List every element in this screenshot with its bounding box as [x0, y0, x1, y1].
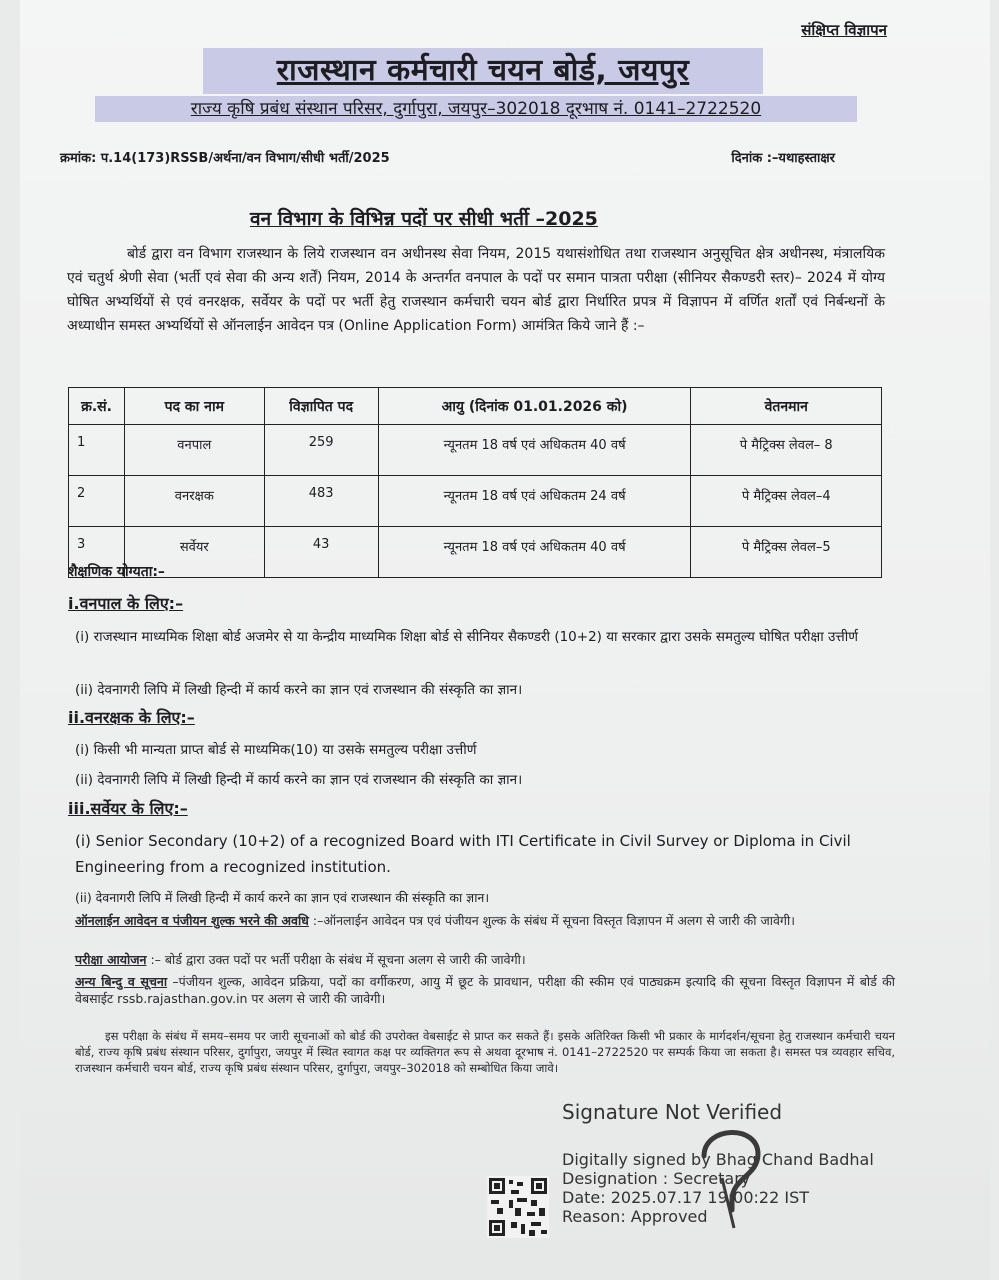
qualification-heading: शैक्षणिक योग्यता:–: [68, 564, 165, 580]
intro-paragraph: बोर्ड द्वारा वन विभाग राजस्थान के लिये राजस्थान वन अधीनस्थ सेवा नियम, 2015 यथासंशोधित तथा राजस्थान अनुसूचित क्षेत्र अधीनस्थ, मंत्रालयिक एवं चतुर्थ श्रेणी सेवा (भर्ती एवं सेवा की अन्य शर्तें) नियम, 2014 के अन्तर्गत वनपाल के पदों पर समान पात्रता परीक्षा (सीनियर सैकण्डरी स्तर)– 2024 में योग्य घोषित अभ्यर्थियों से एवं वनरक्षक, सर्वेयर के पदों पर भर्ती हेतु राजस्थान कर्मचारी चयन बोर्ड द्वारा निर्धारित प्रपत्र में विज्ञापन में वर्णित शर्तों एवं निर्बन्धनों के अध्याधीन समस्त अभ्यर्थियों से ऑनलाईन आवेदन पत्र (Online Application Form) आमंत्रित किये जाने हैं :–: [67, 246, 885, 334]
exam-schedule-text: :– बोर्ड द्वारा उक्त पदों पर भर्ती परीक्षा के संबंध में सूचना अलग से जारी की जावेगी।: [150, 952, 526, 967]
posts-table: [68, 387, 882, 578]
online-application-note: [75, 912, 895, 929]
table-row: [69, 476, 882, 527]
board-address: राज्य कृषि प्रबंध संस्थान परिसर, दुर्गापुरा, जयपुर–302018 दूरभाष नं. 0141–2722520: [95, 96, 857, 122]
signature-unverified-mark: [692, 1118, 772, 1238]
online-application-text: :–ऑनलाईन आवेदन पत्र एवं पंजीयन शुल्क के संबंध में सूचना विस्तृत विज्ञापन में अलग से जारी की जावेगी।: [312, 913, 795, 928]
table-row: [69, 425, 882, 476]
col-post-name: पद का नाम: [125, 388, 265, 425]
cell-age: न्यूनतम 18 वर्ष एवं अधिकतम 24 वर्ष: [378, 476, 691, 527]
cell-vacancies: 259: [264, 425, 378, 476]
cell-serial: 1: [69, 425, 125, 476]
table-header-row: [69, 388, 882, 425]
signature-date: Date: 2025.07.17 19:00:22 IST: [562, 1188, 810, 1207]
cell-serial: 3: [69, 527, 125, 578]
signer-designation: Designation : Secretary: [562, 1169, 751, 1188]
vanrakshak-qualification-1: (i) किसी भी मान्यता प्राप्त बोर्ड से माध्यमिक(10) या उसके समतुल्य परीक्षा उत्तीर्ण: [75, 742, 477, 758]
board-title: राजस्थान कर्मचारी चयन बोर्ड, जयपुर: [203, 48, 763, 94]
surveyor-heading: iii.सर्वेयर के लिए:–: [68, 799, 188, 818]
vanpal-qualification-1: (i) राजस्थान माध्यमिक शिक्षा बोर्ड अजमेर से या केन्द्रीय माध्यमिक शिक्षा बोर्ड से सीनियर सैकण्डरी (10+2) या सरकार द्वारा उसके समतुल्य घोषित परीक्षा उत्तीर्ण: [75, 629, 858, 645]
vanpal-qualification-2: (ii) देवनागरी लिपि में लिखी हिन्दी में कार्य करने का ज्ञान एवं राजस्थान की संस्कृति का ज्ञान।: [75, 682, 523, 698]
cell-post-name: वनरक्षक: [125, 476, 265, 527]
col-pay-scale: वेतनमान: [691, 388, 882, 425]
notice-date: दिनांक :–यथाहस्ताक्षर: [731, 151, 835, 166]
reference-number: क्रमांक: प.14(173)RSSB/अर्थना/वन विभाग/सीधी भर्ती/2025: [60, 151, 390, 166]
vanrakshak-heading: ii.वनरक्षक के लिए:–: [68, 708, 195, 727]
exam-schedule-label: परीक्षा आयोजन: [75, 952, 147, 967]
other-info-label: अन्य बिन्दु व सूचना: [75, 974, 168, 989]
other-info-text: –पंजीयन शुल्क, आवेदन प्रक्रिया, पदों का वर्गीकरण, आयु में छूट के प्रावधान, परीक्षा की स्कीम एवं पाठ्यक्रम इत्यादि की सूचना विस्तृत विज्ञापन में बोर्ड की वेबसाईट rssb.rajasthan.gov.in पर अलग से जारी की जावेगी।: [75, 974, 896, 1006]
notice-page: [20, 0, 990, 1280]
signature-reason: Reason: Approved: [562, 1207, 708, 1226]
notice-heading: वन विभाग के विभिन्न पदों पर सीधी भर्ती –2025: [250, 208, 598, 230]
other-info-note: [75, 973, 895, 1007]
cell-serial: 2: [69, 476, 125, 527]
online-application-label: ऑनलाईन आवेदन व पंजीयन शुल्क भरने की अवधि: [75, 913, 309, 928]
contact-paragraph: इस परीक्षा के संबंध में समय–समय पर जारी सूचनाओं को बोर्ड की उपरोक्त वेबसाईट से प्राप्त कर सकते हैं। इसके अतिरिक्त किसी भी प्रकार के मार्गदर्शन/सूचना हेतु राजस्थान कर्मचारी चयन बोर्ड, राज्य कृषि प्रबंध संस्थान परिसर, दुर्गापुरा, जयपुर में स्थित स्वागत कक्ष पर व्यक्तिगत रूप से अथवा दूरभाष नं. 0141–2722520 पर सम्पर्क किया जा सकता है। समस्त पत्र व्यवहार सचिव, राजस्थान कर्मचारी चयन बोर्ड, राज्य कृषि प्रबंध संस्थान परिसर, दुर्गापुरा, जयपुर–302018 को सम्बोधित किया जावे।: [75, 1029, 895, 1075]
vanpal-heading: i.वनपाल के लिए:–: [68, 594, 184, 613]
signature-status: Signature Not Verified: [562, 1100, 783, 1124]
surveyor-qualification-2: (ii) देवनागरी लिपि में लिखी हिन्दी में कार्य करने का ज्ञान एवं राजस्थान की संस्कृति का ज्ञान।: [75, 890, 490, 905]
cell-vacancies: 483: [264, 476, 378, 527]
cell-pay-scale: पे मैट्रिक्स लेवल–4: [691, 476, 882, 527]
cell-pay-scale: पे मैट्रिक्स लेवल– 8: [691, 425, 882, 476]
surveyor-qualification-1: (i) Senior Secondary (10+2) of a recognized Board with ITI Certificate in Civil Survey or Diploma in Civil Engineering from a recognized institution.: [75, 832, 851, 876]
cell-age: न्यूनतम 18 वर्ष एवं अधिकतम 40 वर्ष: [378, 425, 691, 476]
cell-vacancies: 43: [264, 527, 378, 578]
cell-post-name: सर्वेयर: [125, 527, 265, 578]
table-row: [69, 527, 882, 578]
exam-schedule-note: [75, 951, 895, 968]
short-advertisement-tag: संक्षिप्त विज्ञापन: [801, 21, 887, 39]
col-age: आयु (दिनांक 01.01.2026 को): [378, 388, 691, 425]
signed-by: Digitally signed by Bhag Chand Badhal: [562, 1150, 874, 1169]
vanrakshak-qualification-2: (ii) देवनागरी लिपि में लिखी हिन्दी में कार्य करने का ज्ञान एवं राजस्थान की संस्कृति का ज्ञान।: [75, 772, 523, 788]
cell-post-name: वनपाल: [125, 425, 265, 476]
cell-pay-scale: पे मैट्रिक्स लेवल–5: [691, 527, 882, 578]
qr-code-icon: [487, 1176, 549, 1238]
col-serial: क्र.सं.: [69, 388, 125, 425]
cell-age: न्यूनतम 18 वर्ष एवं अधिकतम 40 वर्ष: [378, 527, 691, 578]
col-vacancies: विज्ञापित पद: [264, 388, 378, 425]
